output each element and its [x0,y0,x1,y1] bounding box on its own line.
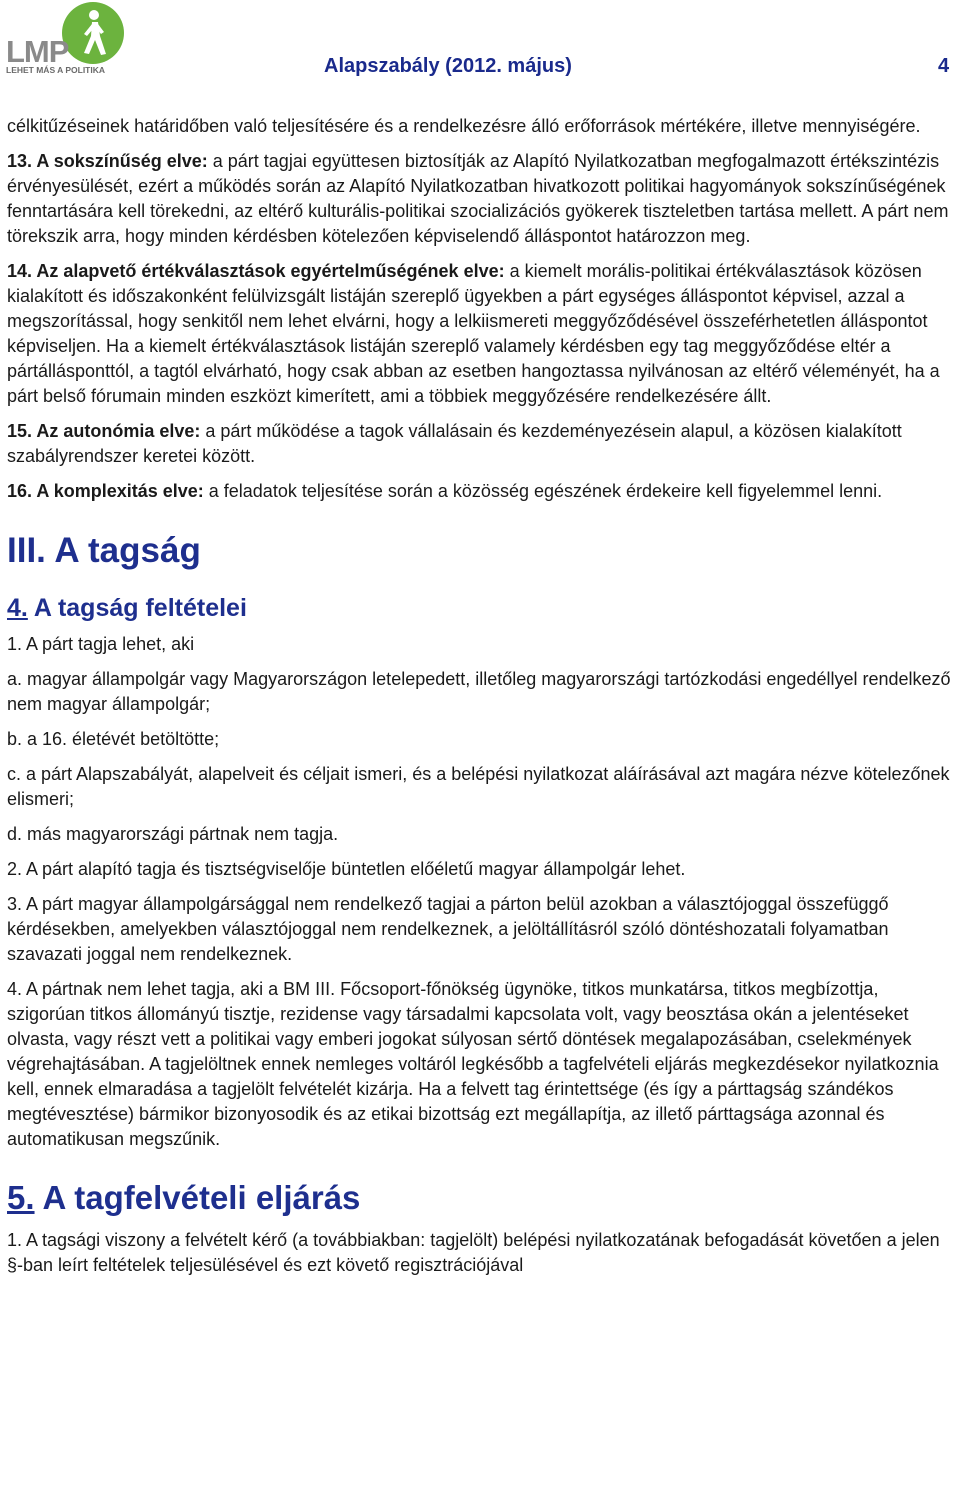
principle-heading: 13. A sokszínűség elve: [7,151,208,171]
logo-circle [62,2,124,64]
list-item: a. magyar állampolgár vagy Magyarországon letelepedett, illetőleg magyarországi tartózkodási engedéllyel rendelkező nem magyar állampolgár; [7,669,951,714]
list-item: d. más magyarországi pártnak nem tagja. [7,824,339,844]
lmp-logo [6,2,122,74]
principle-heading: 16. A komplexitás elve: [7,481,204,501]
principle-text: a kiemelt morális-politikai értékválasztások közösen kialakított és időszakonként felülvizsgált listáján szereplő ügyekben a párt egységes álláspontot képvisel, azzal a megszorítással, hogy senkitől nem lehet elvárni, hogy a lelkiismereti meggyőződésével összeférhetetlen álláspontot képviseljen. Ha a kiemelt értékválasztások listáján szereplő valamely kérdésben egy tag meggyőződése eltér a pártállásponttól, a tagtól elvárható, hogy csak abban az esetben hangoztassa nyilvánosan az eltérő véleményét, ha a párt belső fórumain minden eszközt kimerített, ami a többiek meggyőzésére rendelkezésére állt. [7,261,940,406]
subsection-4-title [7,592,959,624]
list-item: 3. A párt magyar állampolgársággal nem rendelkező tagjai a párton belül azokban a választójoggal összefüggő kérdésekben, amelyekben választójoggal nem rendelkeznek, a jelöltállításról szóló döntéshozatali folyamatban szavazati joggal nem rendelkeznek. [7,894,889,964]
principle-15 [7,419,959,469]
principle-14 [7,259,959,409]
paragraph: célkitűzéseinek határidőben való teljesítésére és a rendelkezésre álló erőforrások mértékére, illetve mennyiségére. [7,116,921,136]
principle-text: a párt működése a tagok vállalásain és kezdeményezésein alapul, a közösen kialakított szabályrendszer keretei között. [7,421,902,466]
subsection-title-text: A tagfelvételi eljárás [34,1179,361,1216]
walking-person-icon [62,2,124,64]
page-header [0,0,960,80]
principle-text: a feladatok teljesítése során a közösség egészének érdekeire kell figyelemmel lenni. [203,481,883,501]
subsection-5-title [7,1178,959,1218]
list-item: c. a párt Alapszabályát, alapelveit és céljait ismeri, és a belépési nyilatkozat aláírásával azt magára nézve kötelezőnek elismeri; [7,764,950,809]
list-item: 1. A tagsági viszony a felvételt kérő (a továbbiakban: tagjelölt) belépési nyilatkozatának befogadását követően a jelen §-ban leírt feltételek teljesülésével és ezt követő regisztrációjával [7,1230,940,1275]
document-title: Alapszabály (2012. május) [324,55,572,77]
section-number-link[interactable]: 5. [7,1179,35,1216]
document-body [7,114,959,1288]
list-item: b. a 16. életévét betöltötte; [7,729,220,749]
principle-text: a párt tagjai együttesen biztosítják az Alapító Nyilatkozatban megfogalmazott értékszintézis érvényesülését, ezért a működés során az Alapító Nyilatkozatban hivatkozott politikai hagyományok sokszínűségének fenntartására kell törekedni, az eltérő kulturális-politikai szocializációs gyökerek tiszteletben tartása mellett. A párt nem törekszik arra, hogy minden kérdésben kötelezően képviselendő álláspontot határozzon meg. [7,151,949,246]
section-number-link[interactable]: 4. [7,594,28,622]
logo-text: LMP [6,34,69,69]
list-item: 1. A párt tagja lehet, aki [7,634,195,654]
subsection-title-text: A tagság feltételei [27,594,247,622]
section-title: III. A tagság [7,531,201,570]
principle-16 [7,479,959,504]
logo-subtitle: LEHET MÁS A POLITIKA [6,65,106,75]
list-item: 2. A párt alapító tagja és tisztségviselője büntetlen előéletű magyar állampolgár lehet. [7,859,686,879]
principle-heading: 14. Az alapvető értékválasztások egyértelműségének elve: [7,261,505,281]
principle-13 [7,149,959,249]
principle-heading: 15. Az autonómia elve: [7,421,201,441]
page-number: 4 [938,55,950,77]
list-item: 4. A pártnak nem lehet tagja, aki a BM III. Főcsoport-főnökség ügynöke, titkos munkatársa, titkos megbízottja, szigorúan titkos állományú tisztje, rezidense vagy társadalmi kapcsolata volt, vagy beosztása okán a jelentéseket olvasta, vagy részt vett a politikai vagy emberi jogokat súlyosan sértő döntések megalapozásában, cselekmények végrehajtásában. A tagjelöltnek ennek nemleges voltáról legkésőbb a tagfelvételi eljárás megkezdésekor nyilatkoznia kell, ennek elmaradása a tagjelölt felvételét kizárja. Ha a felvett tag érintettsége (és így a párttagság szándékos megtévesztése) bármikor bizonyosodik és az etikai bizottság ezt megállapítja, az illető párttagsága azonnal és automatikusan megszűnik. [7,979,939,1149]
